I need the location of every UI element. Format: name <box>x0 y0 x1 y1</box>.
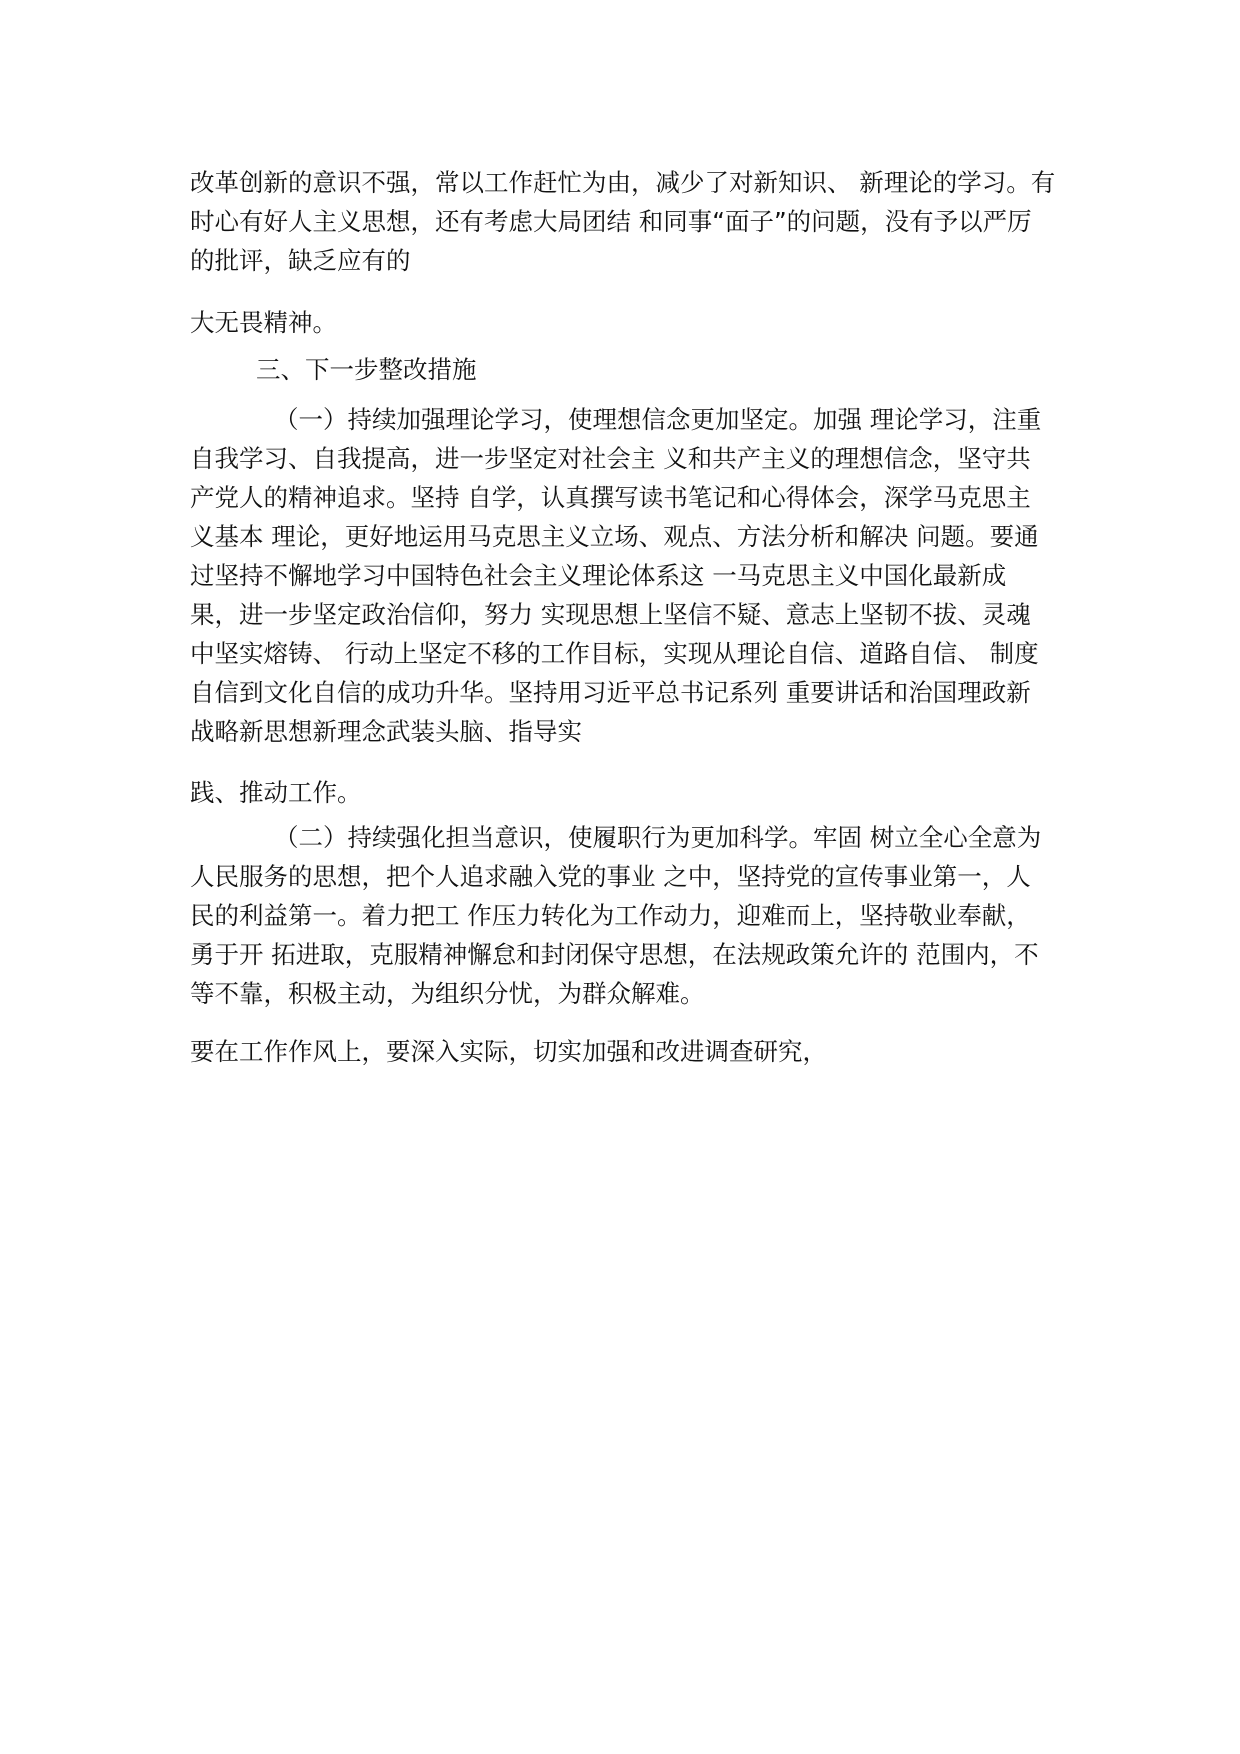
text-line: 改革创新的意识不强，常以工作赶忙为由，减少了对新知识、 新理论的学习。有 <box>190 168 1056 197</box>
text-line: 时心有好人主义思想，还有考虑大局团结 和同事“面子”的问题，没有予以严厉 <box>190 207 1032 236</box>
paragraph-one-tail <box>190 773 1070 812</box>
text-line: 勇于开 拓进取，克服精神懈怠和封闭保守思想，在法规政策允许的 范围内，不 <box>190 940 1039 969</box>
section-heading-text: 三、下一步整改措施 <box>256 355 477 384</box>
text-line: 自我学习、自我提高，进一步坚定对社会主 义和共产主义的理想信念，坚守共 <box>190 444 1031 473</box>
text-line: 义基本 理论，更好地运用马克思主义立场、观点、方法分析和解决 问题。要通 <box>190 522 1039 551</box>
paragraph-last <box>190 1032 1070 1071</box>
text-line: 等不靠，积极主动，为组织分忧，为群众解难。 <box>190 979 705 1008</box>
text-line: 人民服务的思想，把个人追求融入党的事业 之中，坚持党的宣传事业第一，人 <box>190 862 1031 891</box>
text-line: 战略新思想新理念武装头脑、指导实 <box>190 717 582 746</box>
text-line: 大无畏精神。 <box>190 308 337 337</box>
text-line: 的批评，缺乏应有的 <box>190 246 411 275</box>
text-line: 过坚持不懈地学习中国特色社会主义理论体系这 一马克思主义中国化最新成 <box>190 561 1007 590</box>
text-line: 民的利益第一。着力把工 作压力转化为工作动力，迎难而上，坚持敬业奉献， <box>190 901 1031 930</box>
paragraph-one <box>190 400 1070 751</box>
text-line: 践、推动工作。 <box>190 778 362 807</box>
text-line: 产党人的精神追求。坚持 自学，认真撰写读书笔记和心得体会，深学马克思主 <box>190 483 1031 512</box>
text-line: （一）持续加强理论学习，使理想信念更加坚定。加强 理论学习，注重 <box>274 405 1042 434</box>
text-line: 中坚实熔铸、 行动上坚定不移的工作目标，实现从理论自信、道路自信、 制度 <box>190 639 1039 668</box>
paragraph-two <box>190 818 1070 1013</box>
text-line: 自信到文化自信的成功升华。坚持用习近平总书记系列 重要讲话和治国理政新 <box>190 678 1031 707</box>
text-line: 要在工作作风上，要深入实际，切实加强和改进调查研究， <box>190 1037 827 1066</box>
section-heading <box>190 350 1070 389</box>
text-line: （二）持续强化担当意识，使履职行为更加科学。牢固 树立全心全意为 <box>274 823 1042 852</box>
text-line: 果，进一步坚定政治信仰，努力 实现思想上坚信不疑、意志上坚韧不拔、灵魂 <box>190 600 1031 629</box>
paragraph-short <box>190 303 1070 342</box>
paragraph-continuation <box>190 163 1070 280</box>
